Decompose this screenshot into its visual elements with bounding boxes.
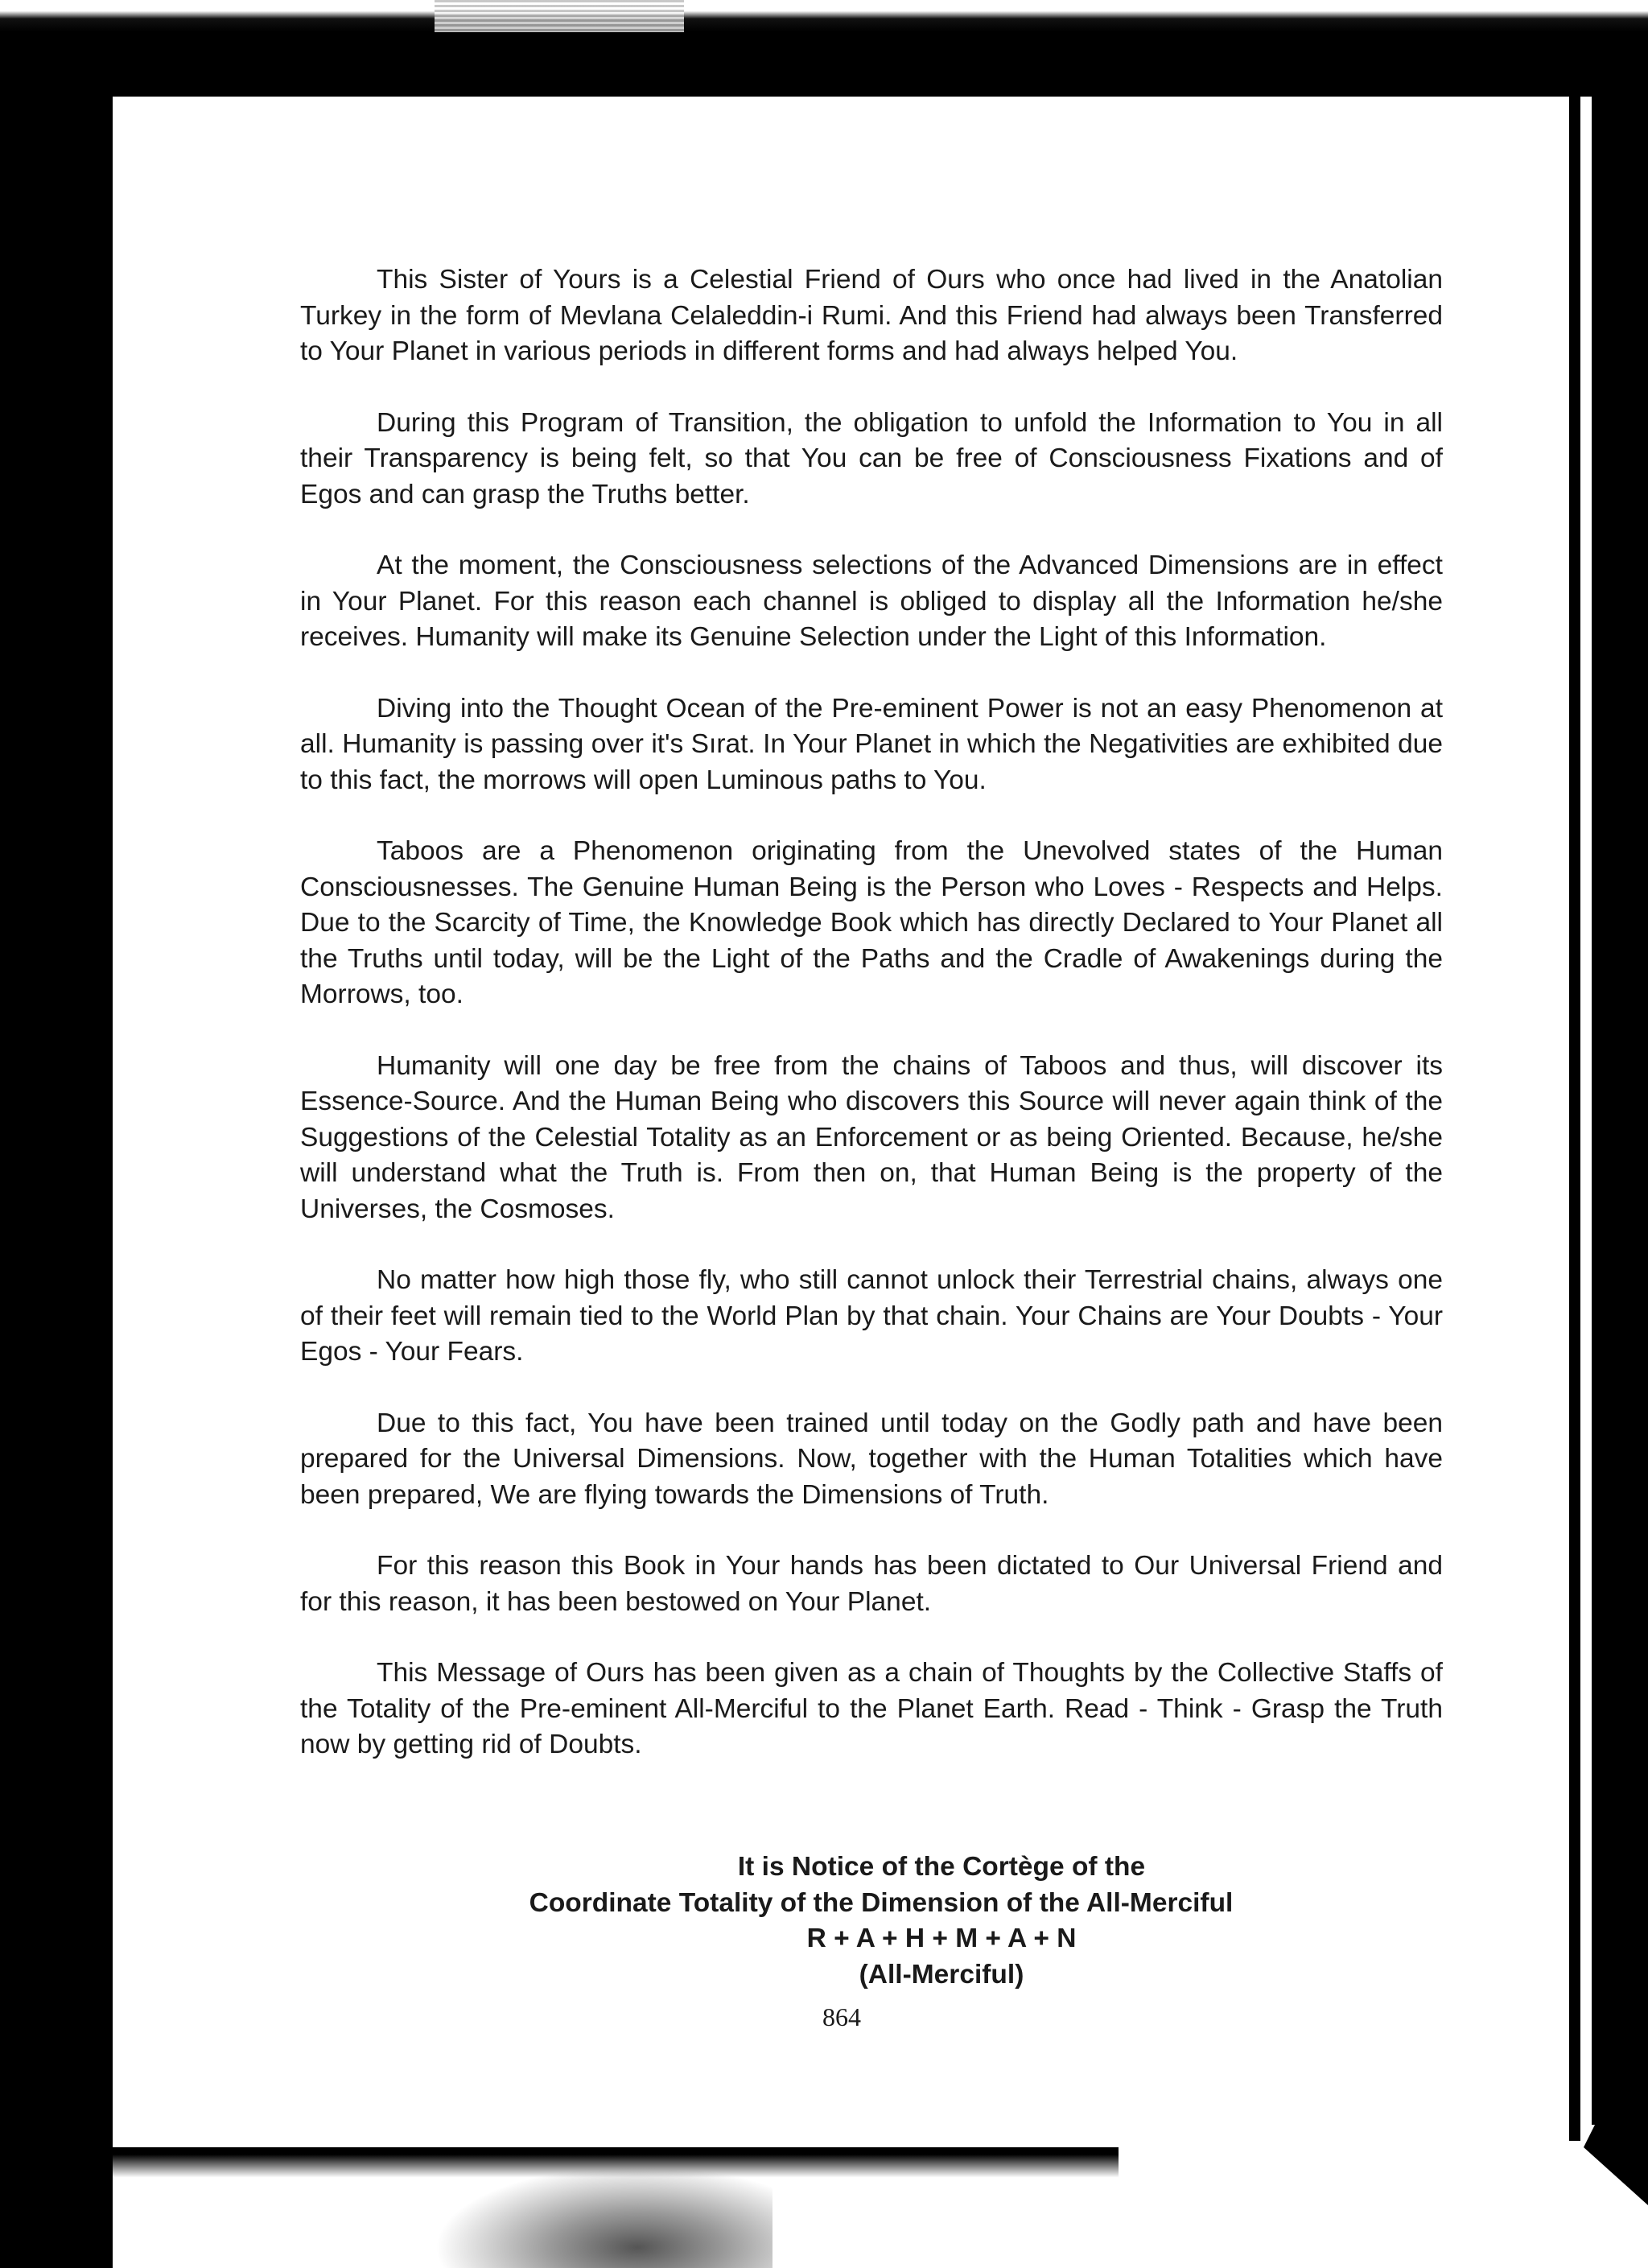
body-text	[300, 262, 1443, 1799]
scan-top-shadow	[0, 32, 1648, 97]
paragraph: This Message of Ours has been given as a chain of Thoughts by the Collective Staffs of the Totality of the Pre-eminent All-Merciful to the Planet Earth. Read - Think - Grasp the Truth now by getting rid of Doubts.	[300, 1658, 1443, 1759]
paragraph: Humanity will one day be free from the chains of Taboos and thus, will discover its Essence-Source. And the Human Being who discovers this Source will never again think of the Suggestions of the Celestial Totality as an Enforcement or as being Oriented. Because, he/she will understand what the Truth is. From then on, that Human Being is the property of the Universes, the Cosmoses.	[300, 1050, 1443, 1224]
paragraph: No matter how high those fly, who still cannot unlock their Terrestrial chains, always one of their feet will remain tied to the World Plan by that chain. Your Chains are Your Doubts - Your Egos - Your Fears.	[300, 1265, 1443, 1367]
paragraph: For this reason this Book in Your hands has been dictated to Our Universal Friend and for this reason, it has been bestowed on Your Planet.	[300, 1551, 1443, 1617]
signature-line: Coordinate Totality of the Dimension of the All-Merciful	[529, 1887, 1234, 1918]
paragraph: Diving into the Thought Ocean of the Pre-eminent Power is not an easy Phenomenon at all. Humanity is passing over it's Sırat. In Your Planet in which the Negativities are exhibited due to this fact, the morrows will open Luminous paths to You.	[300, 693, 1443, 795]
paragraph: At the moment, the Consciousness selections of the Advanced Dimensions are in effect in Your Planet. For this reason each channel is obliged to display all the Information he/she receives. Humanity will make its Genuine Selection under the Light of this Information.	[300, 551, 1443, 652]
signature-line: R + A + H + M + A + N	[806, 1924, 1077, 1953]
paragraph: Due to this fact, You have been trained until today on the Godly path and have been prepared for the Universal Dimensions. Now, together with the Human Totalities which have been prepared, We are flying towards the Dimensions of Truth.	[300, 1408, 1443, 1510]
signature-line: It is Notice of the Cortège of the	[737, 1852, 1146, 1882]
paragraph: Taboos are a Phenomenon originating from the Unevolved states of the Human Consciousnesses. The Genuine Human Being is the Person who Loves - Respects and Helps. Due to the Scarcity of Time, the Knowledge Book which has directly Declared to Your Planet all the Truths until today, will be the Light of the Paths and the Cradle of Awakenings during the Morrows, too.	[300, 836, 1443, 1009]
scan-right-edge	[1569, 80, 1580, 2141]
signature-block	[426, 1849, 1336, 1993]
scan-right-shadow	[1592, 32, 1648, 2125]
document-page	[113, 97, 1569, 2147]
scan-top-smudge	[435, 0, 684, 32]
scan-left-shadow	[0, 32, 113, 2268]
page-number: 864	[822, 2002, 861, 2031]
paragraph: During this Program of Transition, the obligation to unfold the Information to You in all their Transparency is being felt, so that You can be free of Consciousness Fixations and of Egos and can grasp the Truths better.	[300, 407, 1443, 509]
scan-bottom-smudge	[435, 2165, 772, 2268]
signature-line: (All-Merciful)	[859, 1959, 1024, 1990]
scan-top-edge	[0, 0, 1648, 32]
paragraph: This Sister of Yours is a Celestial Friend of Ours who once had lived in the Anatolian Turkey in the form of Mevlana Celaleddin-i Rumi. And this Friend had always been Transferred to Your Planet in various periods in different forms and had always helped You.	[300, 265, 1443, 366]
